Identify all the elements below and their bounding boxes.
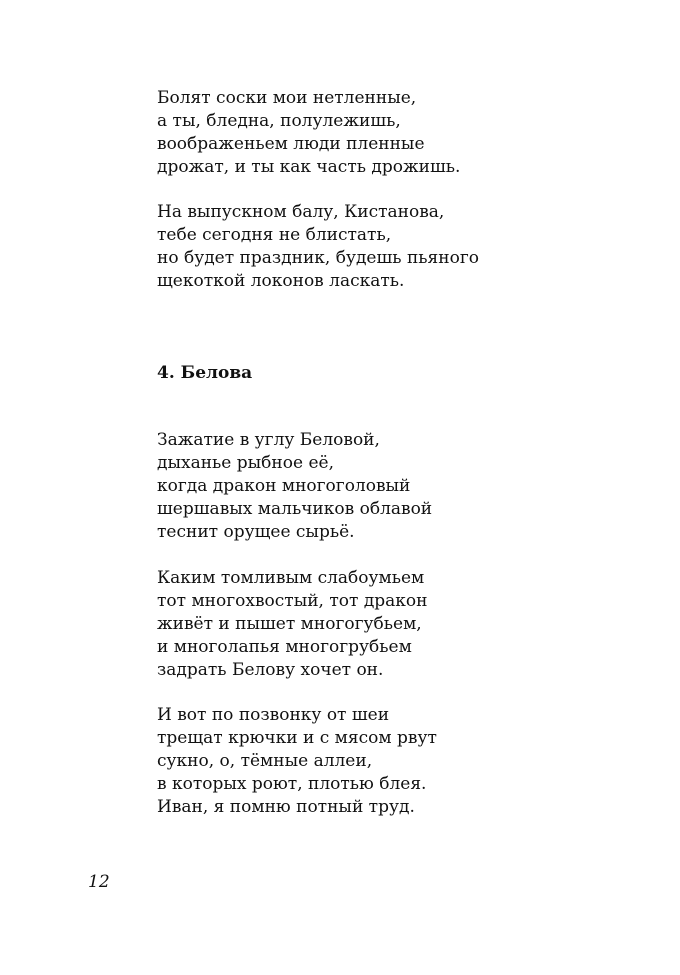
verse-line: Иван, я помню потный труд.: [157, 797, 415, 817]
verse-line: в которых роют, плотью блея.: [157, 774, 427, 794]
verse-line: Зажатие в углу Беловой,: [157, 430, 380, 450]
verse-line: теснит орущее сырьё.: [157, 522, 355, 542]
verse-line: а ты, бледна, полулежишь,: [157, 111, 401, 131]
verse-line: живёт и пышет многогубьем,: [157, 614, 422, 634]
stanza: [157, 87, 460, 179]
section-heading: 4. Белова: [157, 363, 253, 383]
verse-line: Каким томливым слабоумьем: [157, 568, 425, 588]
verse-line: воображеньем люди пленные: [157, 134, 425, 154]
verse-line: Болят соски мои нетленные,: [157, 88, 417, 108]
verse-line: когда дракон многоголовый: [157, 476, 411, 496]
verse-line: и многолапья многогрубьем: [157, 637, 412, 657]
verse-line: дыханье рыбное её,: [157, 453, 334, 473]
verse-line: но будет праздник, будешь пьяного: [157, 248, 479, 268]
stanza: [157, 567, 428, 682]
verse-line: тот многохвостый, тот дракон: [157, 591, 428, 611]
verse-line: трещат крючки и с мясом рвут: [157, 728, 437, 748]
stanza: [157, 429, 432, 544]
stanza: [157, 704, 437, 819]
verse-line: сукно, о, тёмные аллеи,: [157, 751, 373, 771]
verse-line: щекоткой локонов ласкать.: [157, 271, 405, 291]
verse-line: дрожат, и ты как часть дрожишь.: [157, 157, 461, 177]
verse-line: задрать Белову хочет он.: [157, 660, 384, 680]
verse-line: На выпускном балу, Кистанова,: [157, 202, 445, 222]
verse-line: И вот по позвонку от шеи: [157, 705, 390, 725]
page-number: 12: [88, 872, 110, 892]
stanza: [157, 201, 479, 293]
verse-line: шершавых мальчиков облавой: [157, 499, 433, 519]
verse-line: тебе сегодня не блистать,: [157, 225, 392, 245]
